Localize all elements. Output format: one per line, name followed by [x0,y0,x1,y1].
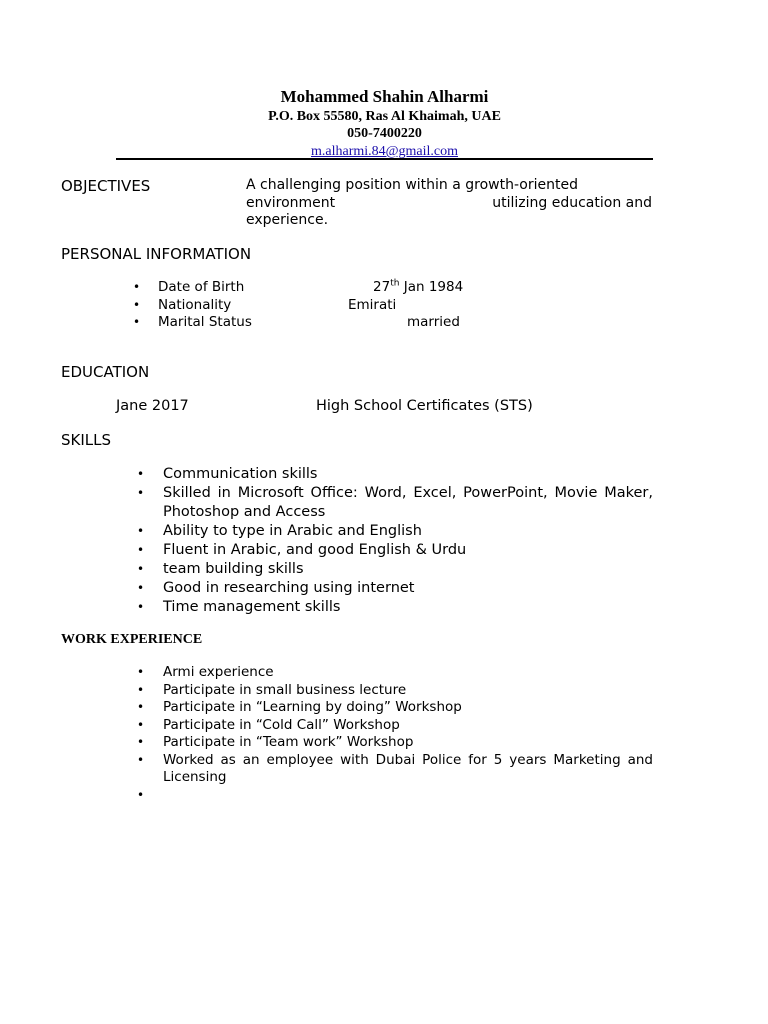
dob-rest: Jan 1984 [399,279,464,295]
skill-text: Ability to type in Arabic and English [163,523,422,539]
bullet-icon: • [133,315,141,329]
list-item [137,716,653,735]
bullet-icon: • [137,735,145,749]
objectives-line: experience. [246,212,329,228]
bullet-icon: • [133,298,141,312]
bullet-icon: • [137,543,145,557]
bullet-icon: • [137,486,145,500]
objectives-line: A challenging position within a growth-oriented [246,177,578,193]
list-item [137,664,653,682]
objectives-word: environment [246,194,336,211]
bullet-icon: • [137,700,145,714]
objectives-text [246,177,652,230]
work-experience-list [137,664,653,804]
skills-list [137,465,653,617]
nationality-label: Nationality [158,297,232,313]
work-text: Participate in “Team work” Workshop [163,734,414,750]
marital-status-value: married [407,314,460,330]
dob-label: Date of Birth [158,279,245,295]
email-link[interactable]: m.alharmi.84@gmail.com [310,144,459,159]
work-text: Armi experience [163,664,274,680]
list-item [137,598,653,617]
objectives-phrase: utilizing education and [492,194,652,211]
list-item [137,560,653,579]
list-item [137,541,653,560]
list-item [137,579,653,598]
education-heading: EDUCATION [61,363,150,381]
list-item [137,484,653,522]
dob-value [373,279,463,296]
list-item [137,751,653,787]
skill-text: Time management skills [163,599,341,615]
skill-text: Fluent in Arabic, and good English & Urdu [163,542,467,558]
list-item [137,699,653,717]
dob-day: 27 [373,279,391,295]
candidate-name: Mohammed Shahin Alharmi [280,87,489,106]
list-item [137,522,653,541]
header-divider [116,158,653,160]
personal-info-heading: PERSONAL INFORMATION [61,245,252,263]
work-experience-heading: WORK EXPERIENCE [61,632,203,647]
bullet-icon: • [133,280,141,294]
skill-text: Communication skills [163,466,318,482]
education-qualification: High School Certificates (STS) [316,398,533,414]
bullet-icon: • [137,581,145,595]
phone-number: 050-7400220 [347,126,422,141]
bullet-icon: • [137,717,145,732]
bullet-icon: • [137,600,145,614]
nationality-value: Emirati [348,297,397,313]
skills-heading: SKILLS [61,431,112,449]
bullet-icon: • [137,752,145,767]
work-text: Participate in “Cold Call” Workshop [163,716,400,733]
bullet-icon: • [137,665,145,679]
resume-header [116,86,653,160]
bullet-icon: • [137,682,145,697]
skill-text: Good in researching using internet [163,580,415,596]
bullet-icon: • [137,562,145,576]
work-text: Worked as an employee with Dubai Police for 5 years Marketing and Licensing [163,751,653,785]
list-item [137,681,653,700]
bullet-icon: • [137,467,145,481]
skill-text: team building skills [163,561,304,577]
objectives-line [246,195,652,213]
bullet-icon: • [137,787,145,802]
marital-status-label: Marital Status [158,314,252,330]
education-date: Jane 2017 [116,398,189,414]
objectives-heading: OBJECTIVES [61,177,151,195]
skill-text: Skilled in Microsoft Office: Word, Excel, PowerPoint, Movie Maker, Photoshop and Access [163,485,653,520]
list-item [137,787,653,805]
bullet-icon: • [137,524,145,538]
postal-address: P.O. Box 55580, Ras Al Khaimah, UAE [268,109,501,124]
list-item [137,734,653,752]
list-item [137,465,653,484]
work-text: Participate in small business lecture [163,681,407,698]
work-text: Participate in “Learning by doing” Workshop [163,699,462,715]
dob-day-suffix: th [390,278,400,289]
